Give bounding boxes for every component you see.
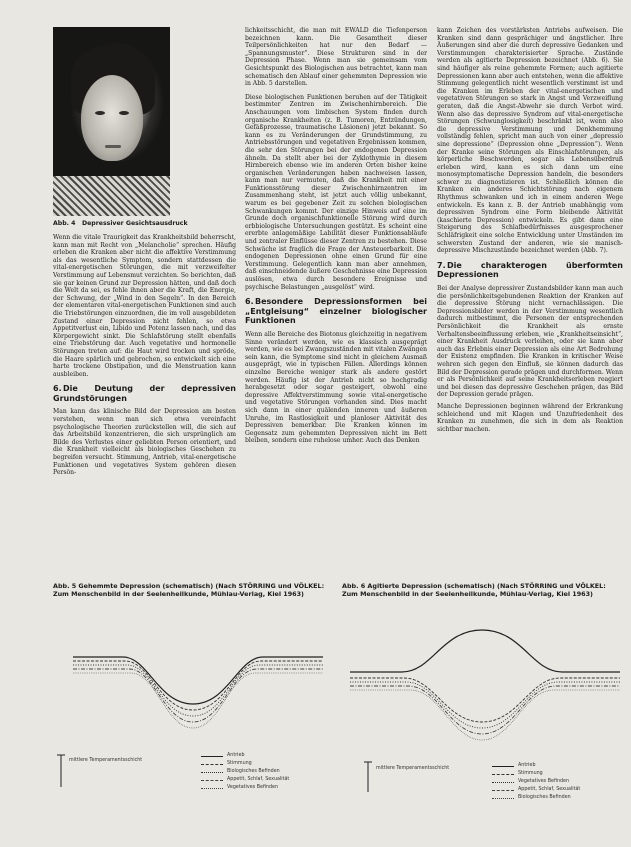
fig6-curve-antrieb	[350, 630, 620, 672]
col3-paragraph-2: Bei der Analyse depressiver Zustandsbilder kann man auch die persönlichkeitsgebundenen Reaktion der Kranken auf die depressive Störung nicht vernachlässigen. Die Depressionsbilder werden in der Verstimmung wesentlich dadurch mitbestimmt, die Personen der entsprechenden Persönlichkeit die Krankheit als ernste Verhaltensbeeinflussung erleben, wie „Krankheitseinsicht“, einer Krankheit Ausdruck verleihen, oder sie kann aber auch das Erlebnis einer Depression als eine Art Bedrohung der Existenz empfinden. Die Kranken in kritischer Weise wehren sich gegen den Einfluß, sie können dadurch das Bild der Depression gerade prägen und durchformen. Wenn er als Persönlichkeit auf seine Krankheitserleben reagiert und bei diesen das depressive Geschehen prägen, das Bild der Depression gerade prägen.	[437, 285, 623, 399]
col2-paragraph-3: Wenn alle Bereiche des Biotonus gleichzeitig in negativem Sinne verändert werden, wie es klassisch ausgeprägt werden, wie es bei Zwangszuständen mit vitalen Zwängen sein kann, die Symptome sind nicht in gleichem Ausmaß ausgeprägt, wie in typischen Fällen. Allerdings können einzelne Bereiche weniger stark als andere gestört werden. Häufig ist der Antrieb nicht so hochgradig herabgesetzt oder sogar gesteigert, obwohl eine depressive Affektverstimmung sowie vital-energetische und vegetative Störungen vorhanden sind. Dies macht sich dann in einer quälenden inneren und äußeren Unruhe, im Rastlosigkeit und planloser Aktivität des Depressiven bemerkbar. Die Kranken können im Gegensatz zum gehemmten Depressiven nicht im Bett bleiben, sondern eine ruhelose umher. Auch das Denken	[245, 330, 427, 445]
fig5-legend-item: Stimmung	[201, 760, 289, 768]
fig5-curve-appetit	[73, 669, 323, 722]
col1-paragraph-2: Man kann das klinische Bild der Depression am besten verstehen, wenn man sich etwa vereinfacht psychologische Theorien zurückstellen will, die sich auf das Arbeitsbild konzentrieren, die sich ursprünglich am Bilde des Verlustes einer geliebten Person orientiert, und die Krankheit vielleicht als biologisches Geschehen zu begreifen versucht. Stimmung, Antrieb, vital-energetische Funktionen und vegetatives System gehören diesen Persön-	[53, 408, 236, 477]
col2-heading	[245, 297, 427, 326]
col3-heading-text: Die charakterogen überformten Depressionen	[437, 260, 623, 280]
fig6-title: Abb. 6 Agitierte Depression (schematisch) (Nach STÖRRING und VÖLKEL: Zum Menschenbild in der Seelenheilkunde, Mühlau-Verlag, Kiel 1963)	[342, 582, 606, 598]
column-2	[245, 27, 427, 564]
fig5-legend-item: Appetit, Schlaf, Sexualität	[201, 776, 289, 784]
depressive-face-photo	[53, 27, 170, 216]
col2-heading-num: 6.	[245, 297, 254, 307]
fig6-legend-item: Stimmung	[492, 770, 580, 778]
col2-heading-text: Besondere Depressionsformen bei „Entgleisung“ einzelner biologischer Funktionen	[245, 297, 427, 326]
photo-caption	[53, 220, 233, 228]
photo-collar	[53, 176, 170, 216]
column-1	[53, 234, 236, 564]
fig6-legend	[492, 762, 580, 802]
photo-left-eye	[95, 111, 105, 115]
col3-paragraph-3: Manche Depressionen beginnen während der Erkrankung schleichend und mit Klagen und Unzufriedenheit des Kranken zu zunehmen, die sich in dem als Reaktion sichtbar machen.	[437, 402, 623, 433]
photo-right-eye	[119, 111, 129, 115]
col3-heading	[437, 261, 623, 280]
col2-paragraph: lichkeitsschicht, die man mit EWALD die Tiefenperson bezeichnen kann. Die Gesamtheit dieser Teilpersönlichkeiten hat nur den Bedarf — „Spannungsmuster“. Diese Strukturen sind in der Depression Phase. Wenn man sie gemeinsam vom Gesichtspunkt des Biologischen aus betrachtet, kann man schematisch den Ablauf einer gehemmten Depression wie in Abb. 5 darstellen.	[245, 27, 427, 88]
fig5-legend	[201, 752, 289, 792]
col2-paragraph-2: Diese biologischen Funktionen beruhen auf der Tätigkeit bestimmter Zentren im Zwischenhirnbereich. Die Anschauungen vom limbischen System finden durch organische Krankheiten (z. B. Tumoren, Entzündungen, Gefäßprozesse, traumatische Läsionen) jetzt bekannt. So kann es zu Veränderungen der Grundstimmung, zu Antriebsstörungen und vegetativen Ergebnissen kommen, die sehr den Störungen bei der endogenen Depression ähneln. Da stellt aber bei der Zyklothymie in diesem Hirnbereich ebenso wie im anderen Orten bisher keine organischen Veränderungen haben nachweisen lassen, kann man nur vermuten, daß die Krankheit mit einer Funktionsstörung dieser Zwischenhirnzentren im Zusammenhang steht, ist jetzt auch völlig unbekannt, warum es bei gegebener Zeit zu solchen biologischen Schwankungen kommt. Der einzige Hinweis auf eine im Grunde doch organischfunktionelle Störung wird durch erbbiologische Untersuchungen gestützt. Es scheint eine ererbte anlagemäßige Labilität dieser Funktionsabläufe und zentraler Einflüsse dieser Zentren zu bestehen. Diese Schwäche ist fraglich die Frage der Ansteuerbarkeit. Die endogenen Depressionen ohne einen Grund für eine Verstimmung. Gelegentlich kann man aber annehmen, daß einschneidende äußere Geschehnisse eine Depression auslösen, etwa durch besondere Ereignisse und psychische Belastungen „ausgelöst“ wird.	[245, 93, 427, 291]
photo-mouth	[105, 145, 121, 148]
fig6-legend-item: Vegetatives Befinden	[492, 778, 580, 786]
fig5-curve-vegetativ	[73, 673, 323, 728]
fig6-curve-stimmung	[350, 678, 620, 722]
fig6-legend-item: Biologisches Befinden	[492, 794, 580, 802]
col1-heading	[53, 384, 236, 403]
fig6-curve-biologisch	[350, 690, 620, 740]
fig5-diagram	[53, 612, 331, 822]
column-3	[437, 27, 623, 564]
fig6-legend-item: Appetit, Schlaf, Sexualität	[492, 786, 580, 794]
fig6-curves	[350, 630, 620, 740]
fig6-curve-vegetativ	[350, 682, 620, 728]
figure-6	[342, 582, 623, 832]
col1-heading-text: Die Deutung der depressiven Grundstörungen	[53, 384, 236, 403]
fig5-legend-item: Vegetatives Befinden	[201, 784, 289, 792]
fig5-legend-item: Antrieb	[201, 752, 289, 760]
fig5-legend-item: Biologisches Befinden	[201, 768, 289, 776]
fig6-curve-appetit	[350, 686, 620, 734]
photo-caption-text: Depressiver Gesichtsausdruck	[81, 220, 188, 227]
fig5-curve-stimmung	[73, 661, 323, 710]
fig6-axis-label: mittlere Temperamentsschicht	[376, 766, 450, 771]
col3-heading-num: 7.	[437, 260, 446, 270]
fig5-curve-antrieb	[73, 657, 323, 704]
fig6-legend-item: Antrieb	[492, 762, 580, 770]
fig5-curves	[73, 657, 323, 728]
figure-5	[53, 582, 331, 832]
col1-heading-num: 6.	[53, 384, 62, 394]
fig5-title: Abb. 5 Gehemmte Depression (schematisch) (Nach STÖRRING und VÖLKEL: Zum Menschenbild in der Seelenheilkunde, Mühlau-Verlag, Kiel 1963)	[53, 582, 325, 598]
fig5-curve-biologisch	[73, 665, 323, 716]
col3-paragraph: kann Zeichen des vorstärksten Antriebs aufweisen. Die Kranken sind dann gesprächiger und ängstlicher. Ihre Äußerungen sind aber die durch depressive Gedanken und Verstimmungen charakterisierter Sprache. Zustände werden als agitierte Depression bezeichnet (Abb. 6). Sie sind häufiger als reine gehemmte Formen; auch agitierte Depressionen kann aber auch entstehen, wenn die affektive Stimmung gelegentlich nicht wesentlich verstimmt ist und die Kranken im Erleben der vital-energetischen und vegetativen Störungen so stark in Angst und Verzweiflung geraten, daß die Angst-Abwehr sie durch Verbot wird. Wenn also das depressive Syndrom auf vital-energetische Störungen (Schwunglosigkeit) beschränkt ist, wenn also die depressive Verstimmung und Denkhemmung vollständig fehlen, spricht man auch von einer „depressio sine depressione“ (Depression ohne „Depression“). Wenn der Kranke seine Störungen als Einschlafstörungen, als körperliche Beschwerden, sogar als Lebensüberdruß erleben wird, kann es sich dann um eine monosymptomatische Depression handeln, die besonders schwer zu diagnostizieren ist. Schließlich können die Kranken ein anderes Schichtstörung nach eigenem Rhythmus schwanken und ich in einem anderen Wege entwickeln. Es kann z. B. der Antrieb unabhängig vom depressiven Syndrom eine Form bleibende Aktivität (kaschierte Depression) entwickeln. Es gibt dann eine Steigerung des Schlafbedürfnisses ausgesprochener Schläfrigkeit eine solche Entwicklung unter Umständen im schwersten Zustand der anderen, wie sie manisch-depressive Mischzustände bezeichnet werden (Abb. 7).	[437, 27, 623, 255]
photo-face	[81, 75, 143, 161]
col1-paragraph: Wenn die vitale Traurigkeit das Krankheitsbild beherrscht, kann man mit Recht von „Melancholie“ sprechen. Häufig erleben die Kranken aber nicht die affektive Verstimmung als das wesentliche Symptom, sondern stattdessen die vital-energetischen Störungen, die mit verzweifelter Verstimmung auf Lebensmut verzichten. So berichten, daß sie gar keinen Grund zur Depression hätten, und daß doch die Welt da sei, es fehle ihnen aber die Kraft, die Energie, der Schwung, der „Wind in den Segeln“. In den Bereich der elementaren vital-energetischen Funktionen sind auch die Triebstörungen einzuordnen, die im voll ausgebildeten Zustand einer Depression nicht fehlen, so etwa Appetitverlust ein, Libido und Potenz lassen nach, und das Körpergewicht sinkt. Die Schlafstörung stellt ebenfalls eine Triebstörung dar. Auch vegetative und hormonelle Störungen treten auf: die Haut wird trocken und spröde, die Haare spärlich und gebrochen, so entwickelt sich eine harte trockene Obstipation, und die Menstruation kann ausbleiben.	[53, 234, 236, 378]
photo-caption-label: Abb. 4	[53, 220, 76, 227]
fig5-axis-label: mittlere Temperamentsschicht	[69, 758, 143, 763]
